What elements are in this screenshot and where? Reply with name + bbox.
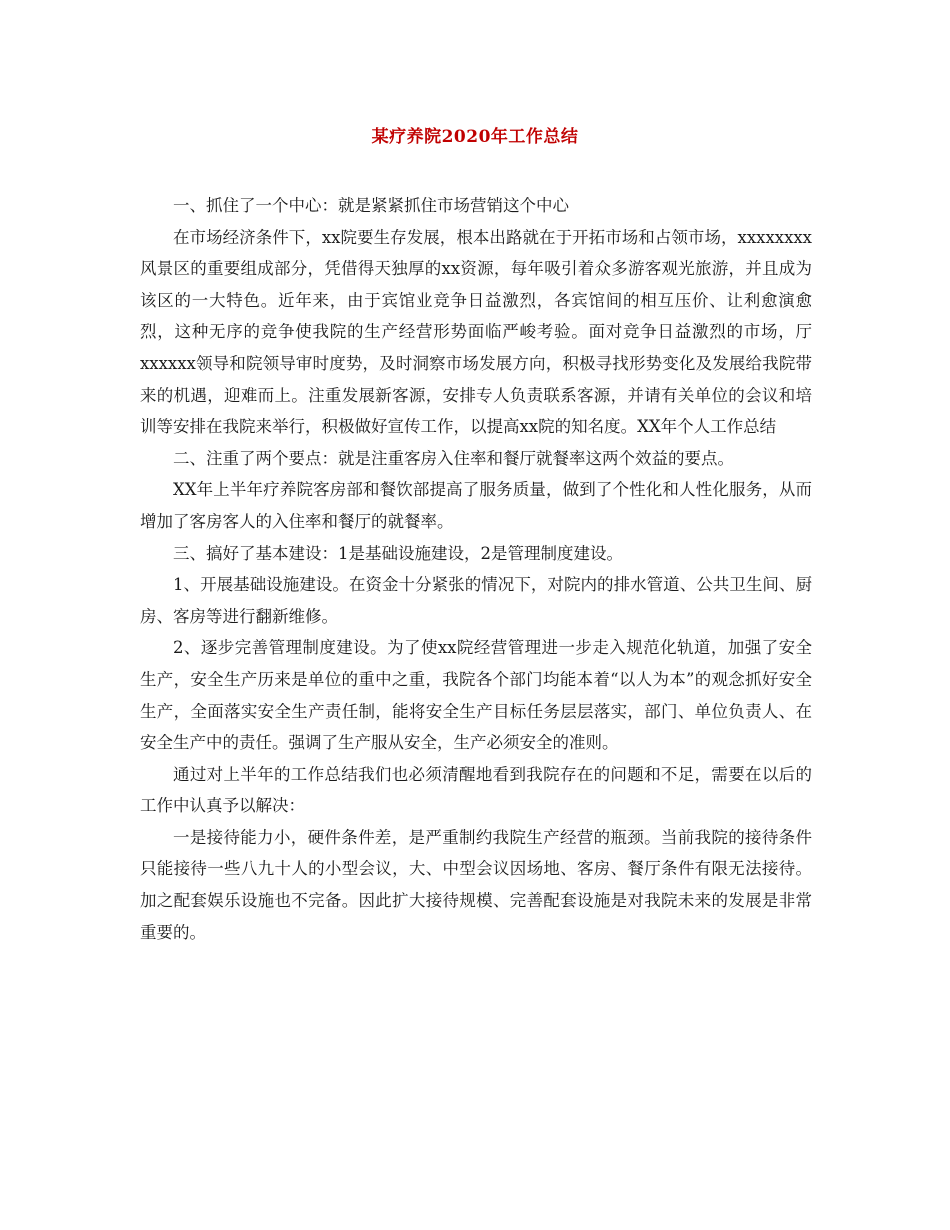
paragraph: 在市场经济条件下，xx院要生存发展，根本出路就在于开拓市场和占领市场，xxxxxxxx风景区的重要组成部分，凭借得天独厚的xx资源，每年吸引着众多游客观光旅游，并且成为该区的一大特色。近年来，由于宾馆业竞争日益激烈，各宾馆间的相互压价、让利愈演愈烈，这种无序的竞争使我院的生产经营形势面临严峻考验。面对竞争日益激烈的市场，厅xxxxxx领导和院领导审时度势，及时洞察市场发展方向，积极寻找形势变化及发展给我院带来的机遇，迎难而上。注重发展新客源，安排专人负责联系客源，并请有关单位的会议和培训等安排在我院来举行，积极做好宣传工作，以提高xx院的知名度。XX年个人工作总结: [140, 227, 812, 437]
paragraph: 二、注重了两个要点：就是注重客房入住率和餐厅就餐率这两个效益的要点。: [173, 448, 734, 468]
paragraph: XX年上半年疗养院客房部和餐饮部提高了服务质量，做到了个性化和人性化服务，从而增加了客房客人的入住率和餐厅的就餐率。: [140, 480, 812, 531]
paragraph: 一是接待能力小，硬件条件差，是严重制约我院生产经营的瓶颈。当前我院的接待条件只能接待一些八九十人的小型会议，大、中型会议因场地、客房、餐厅条件有限无法接待。加之配套娱乐设施也不完备。因此扩大接待规模、完善配套设施是对我院未来的发展是非常重要的。: [140, 827, 812, 942]
paragraph: 1、开展基础设施建设。在资金十分紧张的情况下，对院内的排水管道、公共卫生间、厨房、客房等进行翻新维修。: [140, 575, 812, 626]
document-title: 某疗养院2020年工作总结: [371, 127, 579, 147]
paragraph: 通过对上半年的工作总结我们也必须清醒地看到我院存在的问题和不足，需要在以后的工作中认真予以解决：: [140, 764, 812, 816]
paragraph: 三、搞好了基本建设：1是基础设施建设，2是管理制度建设。: [173, 543, 623, 563]
paragraph: 一、抓住了一个中心：就是紧紧抓住市场营销这个中心: [173, 196, 569, 215]
paragraph: 2、逐步完善管理制度建设。为了使xx院经营管理进一步走入规范化轨道，加强了安全生产，安全生产历来是单位的重中之重，我院各个部门均能本着“以人为本”的观念抓好安全生产，全面落实安全生产责任制，能将安全生产目标任务层层落实，部门、单位负责人、在安全生产中的责任。强调了生产服从安全，生产必须安全的准则。: [140, 638, 812, 753]
document-body: [140, 190, 812, 948]
